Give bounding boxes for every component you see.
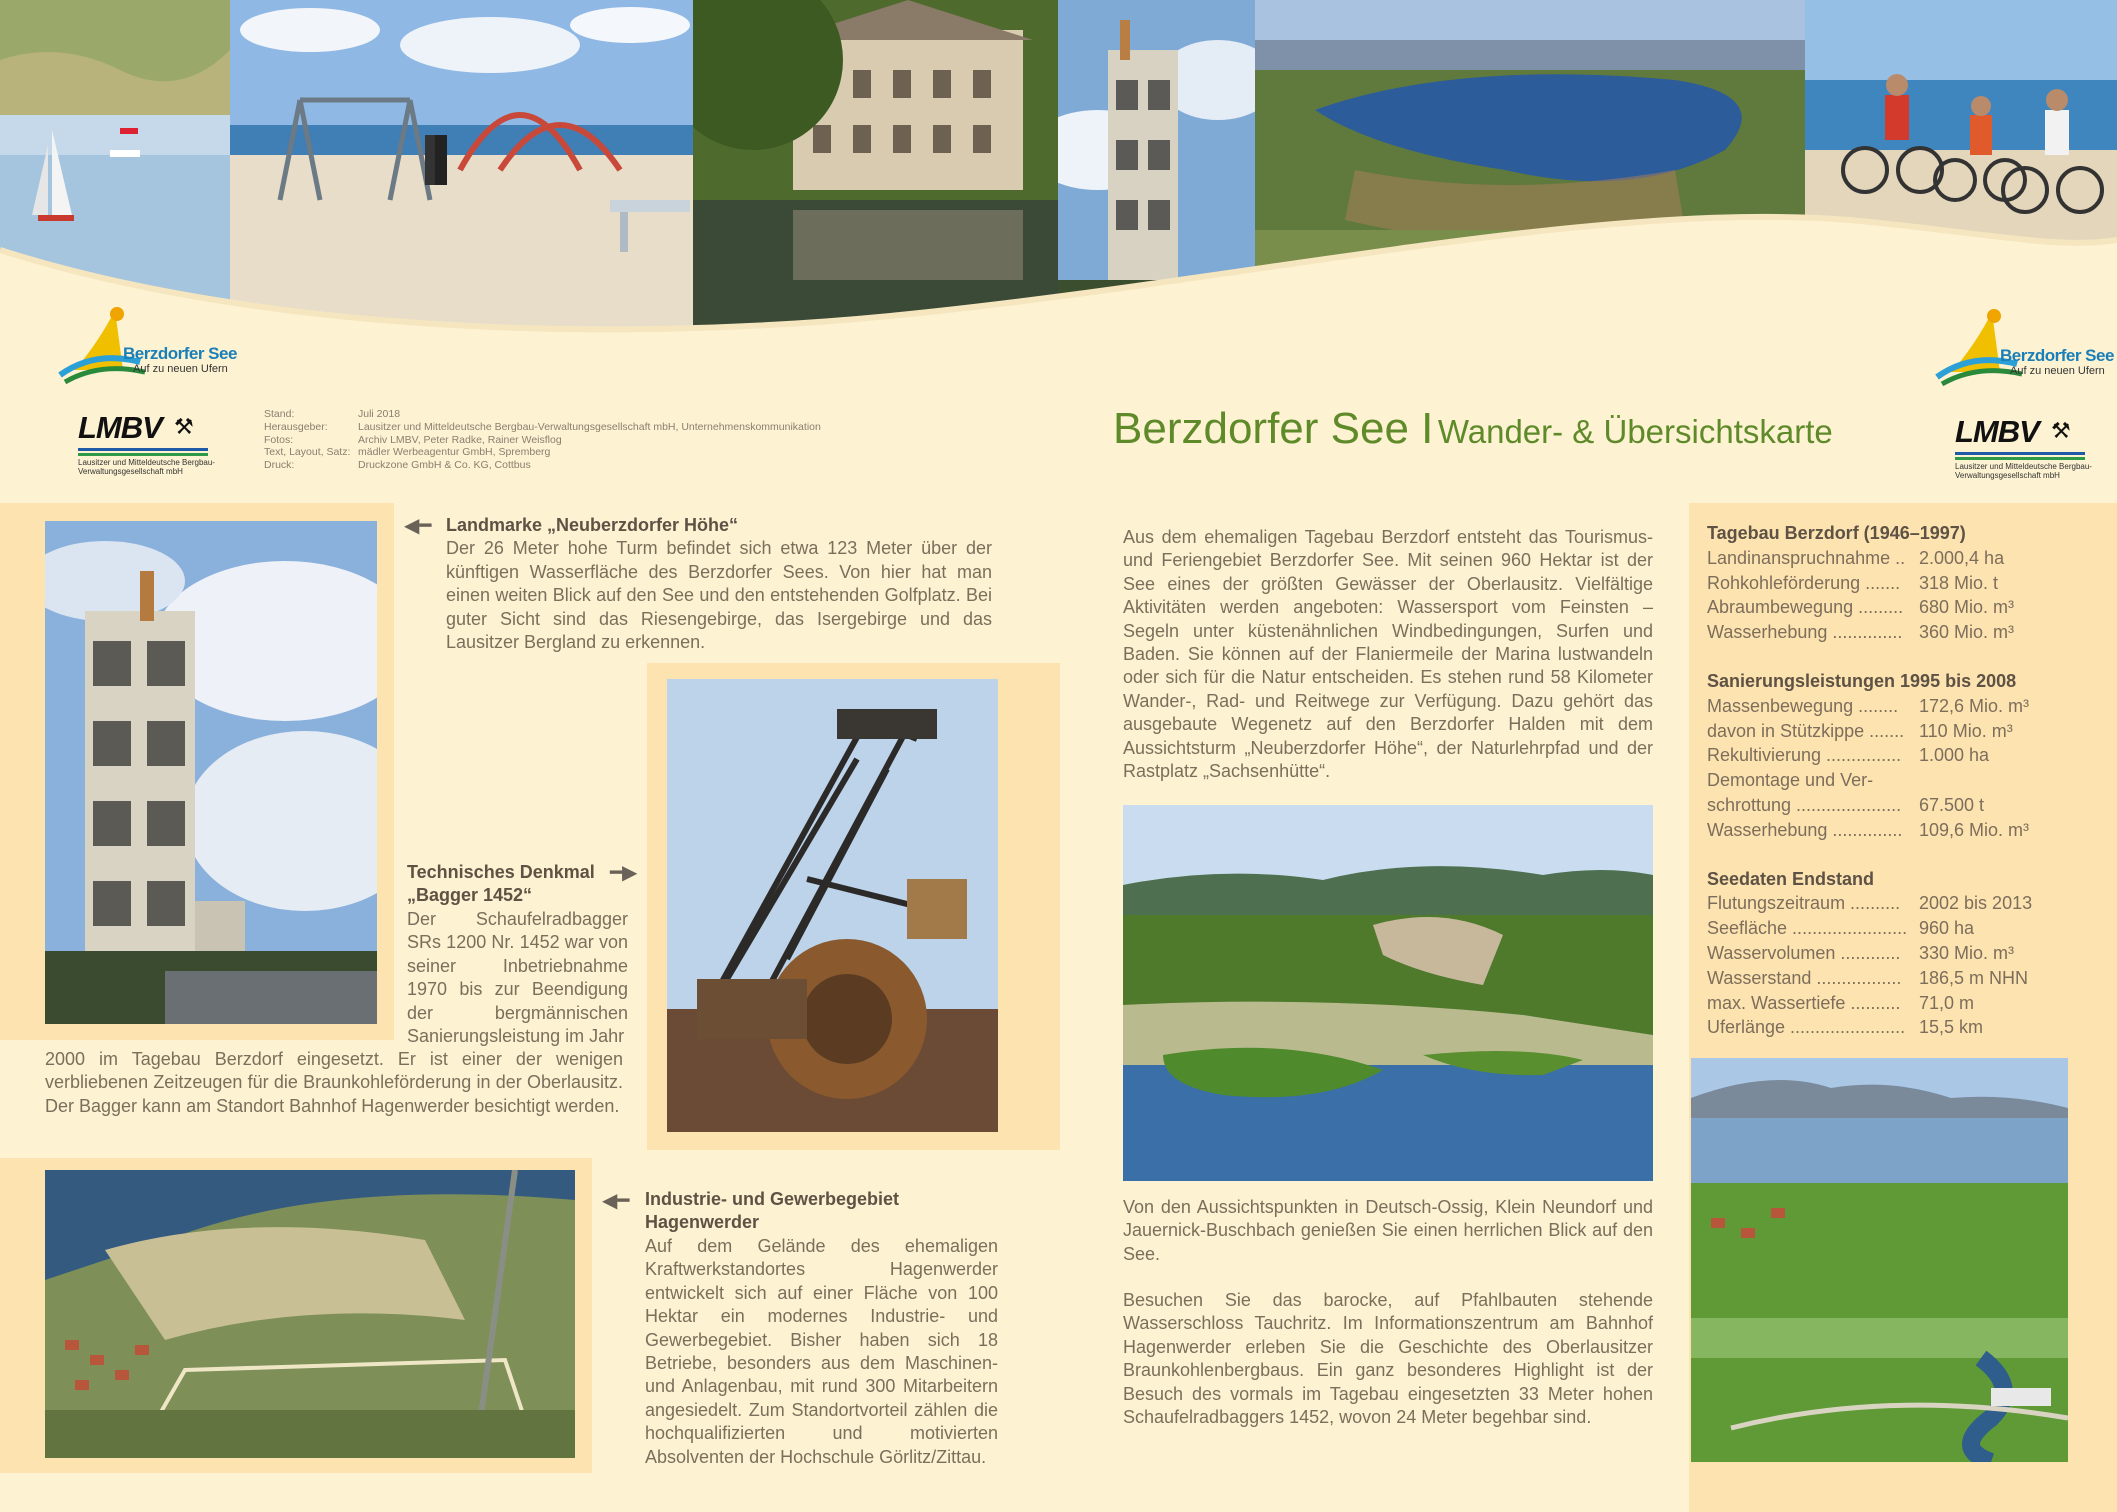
stats-sanierung-heading: Sanierungsleistungen 1995 bis 2008 bbox=[1707, 670, 2017, 691]
imprint-row: Text, Layout, Satz: mädler Werbeagentur GmbH, Spremberg bbox=[264, 446, 551, 459]
arrow-left-icon: ◀━ bbox=[602, 1190, 630, 1212]
stats-row: Wasserhebung .............. 360 Mio. m³ bbox=[1707, 622, 2015, 643]
stats-row: Wasserstand ................. 186,5 m NHN bbox=[1707, 967, 2029, 988]
lmbv-logo bbox=[78, 410, 218, 480]
arrow-right-icon: ━▶ bbox=[610, 862, 638, 884]
imprint-row: Herausgeber: Lausitzer und Mitteldeutsche Bergbau-Verwaltungsgesellschaft mbH, Unternehmenskommunikation bbox=[264, 420, 821, 433]
section-landmarke bbox=[446, 514, 992, 654]
page-title-main: Berzdorfer See I bbox=[1113, 404, 1434, 453]
photo-aerial-river-valley bbox=[1691, 1058, 2068, 1462]
header-wave bbox=[0, 0, 2117, 400]
section-industrie-heading-line2: Hagenwerder bbox=[645, 1212, 760, 1233]
section-intro: Aus dem ehemaligen Tagebau Berzdorf entsteht das Tourismus- und Feriengebiet Berzdorfer See. Mit seinen 960 Hektar ist der See eines der größten Gewässer der Oberlausitz. Vielfältige Aktivitäten werden angeboten: Wassersport vom Feinsten – Segeln unter küstenähnlichen Windbedingungen, Surfen und Baden. Sie können auf der Flaniermeile der Marina lustwandeln oder sich für die Natur entscheiden. Es stehen rund 58 Kilometer Wander-, Rad- und Reitwege zur Verfügung. Dazu gehört das ausgebaute Wegenetz auf den Berzdorfer Halden mit dem Aussichtsturm „Neuberzdorfer Höhe“, der Naturlehrpfad und der Rastplatz „Sachsenhütte“. bbox=[1123, 527, 1653, 782]
stats-row: Seefläche ....................... 960 ha bbox=[1707, 918, 1975, 939]
stats-row: davon in Stützkippe ....... 110 Mio. m³ bbox=[1707, 720, 2013, 741]
stats-row: Flutungszeitraum .......... 2002 bis 2013 bbox=[1707, 893, 2033, 914]
lmbv-logo-subtitle-right: Lausitzer und Mitteldeutsche Bergbau-Verwaltungsgesellschaft mbH bbox=[1955, 462, 2092, 480]
stats-row: Rohkohleförderung ....... 318 Mio. t bbox=[1707, 572, 1999, 593]
section-besuchen: Besuchen Sie das barocke, auf Pfahlbauten stehende Wasserschloss Tauchritz. Im Informationszentrum am Bahnhof Hagenwerder erleben Sie die Geschichte des Oberlausitzer Braunkohlenbergbaus. Ein ganz besonderes Highlight ist der Besuch des vormals im Tagebau eingesetzten 33 Meter hohen Schaufelradbaggers 1452, wovon 24 Meter begehbar sind. bbox=[1123, 1290, 1653, 1428]
section-denkmal-heading-line1: Technisches Denkmal bbox=[407, 862, 595, 882]
lmbv-logo-right bbox=[1955, 414, 2095, 484]
lmbv-logo-subtitle: Lausitzer und Mitteldeutsche Bergbau-Verwaltungsgesellschaft mbH bbox=[78, 458, 215, 476]
section-denkmal-heading bbox=[407, 861, 637, 908]
section-industrie-heading-line1: Industrie- und Gewerbegebiet bbox=[645, 1189, 900, 1209]
lmbv-logo-name: LMBV bbox=[78, 410, 162, 445]
section-aussicht: Von den Aussichtspunkten in Deutsch-Ossig, Klein Neundorf und Jauernick-Buschbach genießen Sie einen herrlichen Blick auf den See. bbox=[1123, 1197, 1653, 1264]
stats-row: max. Wassertiefe .......... 71,0 m bbox=[1707, 992, 1975, 1013]
hammer-pick-icon: ⚒ bbox=[174, 414, 194, 439]
photo-tower-neuberzdorfer-hoehe bbox=[45, 521, 377, 1024]
imprint-row: Fotos: Archiv LMBV, Peter Radke, Rainer Weisflog bbox=[264, 433, 562, 446]
arrow-left-icon: ◀━ bbox=[404, 515, 432, 537]
photo-excavator-bagger-1452 bbox=[667, 679, 998, 1132]
page-title bbox=[1113, 404, 1833, 454]
page-title-sub: Wander- & Übersichtskarte bbox=[1437, 413, 1833, 450]
photo-lake-landscape bbox=[1123, 805, 1653, 1181]
photo-industrial-hagenwerder bbox=[45, 1170, 575, 1458]
stats-row: Wasserhebung .............. 109,6 Mio. m³ bbox=[1707, 819, 2030, 840]
section-denkmal-heading-line2: „Bagger 1452“ bbox=[407, 885, 533, 906]
stats-block bbox=[1707, 521, 2102, 1040]
section-landmarke-body: Der 26 Meter hohe Turm befindet sich etwa 123 Meter über der künftigen Wasserfläche des Berzdorfer Sees. Von hier hat man einen weiten Blick auf den See und den entstehenden Golfplatz. Bei guter Sicht sind das Riesengebirge, das Isergebirge und das Lausitzer Bergland zu erkennen. bbox=[446, 538, 992, 653]
section-denkmal-body-column: Der Schaufelradbagger SRs 1200 Nr. 1452 war von seiner Inbetriebnahme 1970 bis zur Beendigung der bergmännischen Sanierungsleistung im Jahr bbox=[407, 909, 628, 1047]
section-industrie-body: Auf dem Gelände des ehemaligen Kraftwerkstandortes Hagenwerder entwickelt sich auf einer Fläche von 100 Hektar ein modernes Industrie- und Gewerbegebiet. Bisher haben sich 18 Betriebe, besonders aus dem Maschinen- und Anlagenbau, mit rund 300 Mitarbeitern angesiedelt. Zum Standortvorteil zählen die hochqualifizierten und motivierten Absolventen der Hochschule Görlitz/Zittau. bbox=[645, 1236, 998, 1467]
stats-row: Landinanspruchnahme .. 2.000,4 ha bbox=[1707, 547, 2005, 568]
imprint bbox=[264, 408, 821, 472]
stats-row: Wasservolumen ............ 330 Mio. m³ bbox=[1707, 942, 2015, 963]
stats-demontage-label: Demontage und Ver- bbox=[1707, 770, 1874, 791]
imprint-row: Druck: Druckzone GmbH & Co. KG, Cottbus bbox=[264, 459, 531, 472]
section-industrie-heading bbox=[645, 1188, 1005, 1235]
stats-seedaten-heading: Seedaten Endstand bbox=[1707, 868, 1875, 889]
stats-row: Abraumbewegung ......... 680 Mio. m³ bbox=[1707, 597, 2015, 618]
berzdorfer-logo-slogan: Auf zu neuen Ufern bbox=[133, 363, 228, 375]
section-landmarke-heading: Landmarke „Neuberzdorfer Höhe“ bbox=[446, 515, 739, 535]
berzdorfer-see-logo-right bbox=[1932, 302, 2114, 392]
stats-row: schrottung ..................... 67.500 t bbox=[1707, 794, 1985, 815]
hammer-pick-icon: ⚒ bbox=[2051, 418, 2071, 443]
berzdorfer-logo-name-right: Berzdorfer See bbox=[2000, 346, 2114, 365]
stats-tagebau-heading: Tagebau Berzdorf (1946–1997) bbox=[1707, 523, 1966, 543]
berzdorfer-see-logo bbox=[55, 300, 237, 390]
section-denkmal-body-wide: 2000 im Tagebau Berzdorf eingesetzt. Er ist einer der wenigen verbliebenen Zeitzeugen für die Braunkohleförderung in der Oberlausitz. Der Bagger kann am Standort Bahnhof Hagenwerder besichtigt werden. bbox=[45, 1049, 623, 1116]
stats-row: Massenbewegung ........ 172,6 Mio. m³ bbox=[1707, 695, 2030, 716]
berzdorfer-logo-name: Berzdorfer See bbox=[123, 344, 237, 363]
stats-row: Uferlänge ....................... 15,5 km bbox=[1707, 1017, 1984, 1038]
lmbv-logo-name-right: LMBV bbox=[1955, 414, 2039, 449]
stats-row: Rekultivierung ............... 1.000 ha bbox=[1707, 745, 1990, 766]
berzdorfer-logo-slogan-right: Auf zu neuen Ufern bbox=[2010, 365, 2105, 377]
imprint-row: Stand: Juli 2018 bbox=[264, 408, 401, 420]
